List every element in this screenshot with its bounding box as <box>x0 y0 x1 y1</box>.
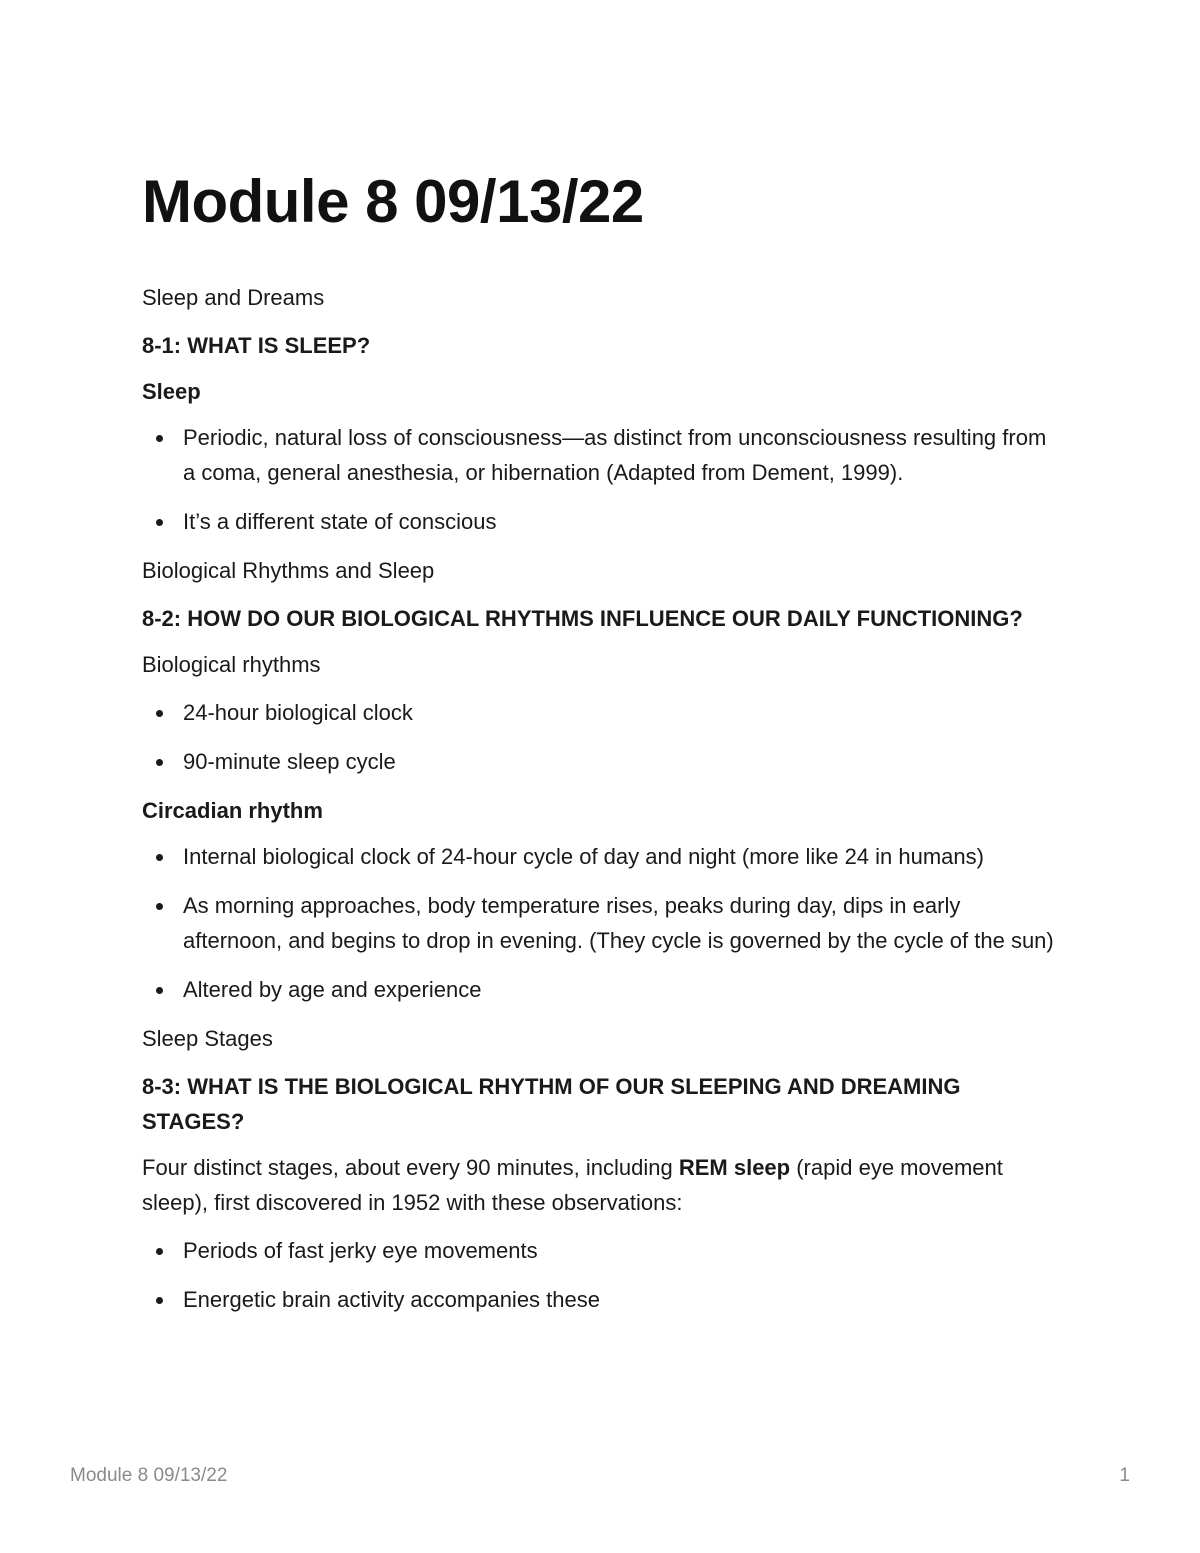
list-item-text: Periodic, natural loss of consciousness—as distinct from unconsciousness resulting from a coma, general anesthesia, or hibernation (Adapted from Dement, 1999). <box>183 425 1047 485</box>
bold-term-rem-sleep: REM sleep <box>678 1155 791 1180</box>
term-heading-circadian-rhythm: Circadian rhythm <box>142 798 323 823</box>
bullet-icon <box>156 759 163 766</box>
paragraph-text-before: Four distinct stages, about every 90 minutes, including <box>142 1155 679 1180</box>
bullet-list-sleep <box>142 420 1062 539</box>
list-item <box>142 1282 1062 1317</box>
list-item <box>142 1233 1062 1268</box>
list-item-text: It’s a different state of conscious <box>183 509 497 534</box>
list-item <box>142 695 1062 730</box>
bullet-icon <box>156 435 163 442</box>
list-item <box>142 420 1062 490</box>
term-biological-rhythms: Biological rhythms <box>142 652 321 677</box>
paragraph-text-after: (rapid eye movement sleep), first discovered in 1952 with these observations: <box>142 1155 1003 1215</box>
bullet-icon <box>156 710 163 717</box>
document-title: Module 8 09/13/22 <box>142 168 644 235</box>
list-item <box>142 888 1062 958</box>
list-item <box>142 504 1062 539</box>
list-item-text: Altered by age and experience <box>183 977 482 1002</box>
bullet-icon <box>156 903 163 910</box>
bullet-icon <box>156 1297 163 1304</box>
bullet-icon <box>156 1248 163 1255</box>
list-item-text: Energetic brain activity accompanies these <box>183 1287 600 1312</box>
list-item-text: Internal biological clock of 24-hour cycle of day and night (more like 24 in humans) <box>183 844 984 869</box>
question-heading-8-3: 8-3: WHAT IS THE BIOLOGICAL RHYTHM OF OUR SLEEPING AND DREAMING STAGES? <box>142 1074 961 1134</box>
page-number: 1 <box>1119 1465 1130 1486</box>
bullet-list-rem-observations <box>142 1233 1062 1317</box>
footer-title: Module 8 09/13/22 <box>70 1465 228 1486</box>
section-heading-sleep-stages: Sleep Stages <box>142 1026 273 1051</box>
list-item <box>142 744 1062 779</box>
section-heading-sleep-and-dreams: Sleep and Dreams <box>142 285 325 310</box>
bullet-icon <box>156 854 163 861</box>
paragraph-four-stages <box>142 1150 1062 1220</box>
list-item <box>142 839 1062 874</box>
question-heading-8-2: 8-2: HOW DO OUR BIOLOGICAL RHYTHMS INFLUENCE OUR DAILY FUNCTIONING? <box>142 606 1023 631</box>
list-item <box>142 972 1062 1007</box>
list-item-text: Periods of fast jerky eye movements <box>183 1238 538 1263</box>
list-item-text: 90-minute sleep cycle <box>183 749 396 774</box>
document-content <box>142 280 1062 1331</box>
list-item-text: As morning approaches, body temperature rises, peaks during day, dips in early afternoon, and begins to drop in evening. (They cycle is governed by the cycle of the sun) <box>183 893 1054 953</box>
bullet-list-biological-rhythms <box>142 695 1062 779</box>
term-heading-sleep: Sleep <box>142 379 201 404</box>
section-heading-biological-rhythms: Biological Rhythms and Sleep <box>142 558 435 583</box>
bullet-list-circadian <box>142 839 1062 1007</box>
bullet-icon <box>156 987 163 994</box>
question-heading-8-1: 8-1: WHAT IS SLEEP? <box>142 333 371 358</box>
list-item-text: 24-hour biological clock <box>183 700 413 725</box>
bullet-icon <box>156 519 163 526</box>
